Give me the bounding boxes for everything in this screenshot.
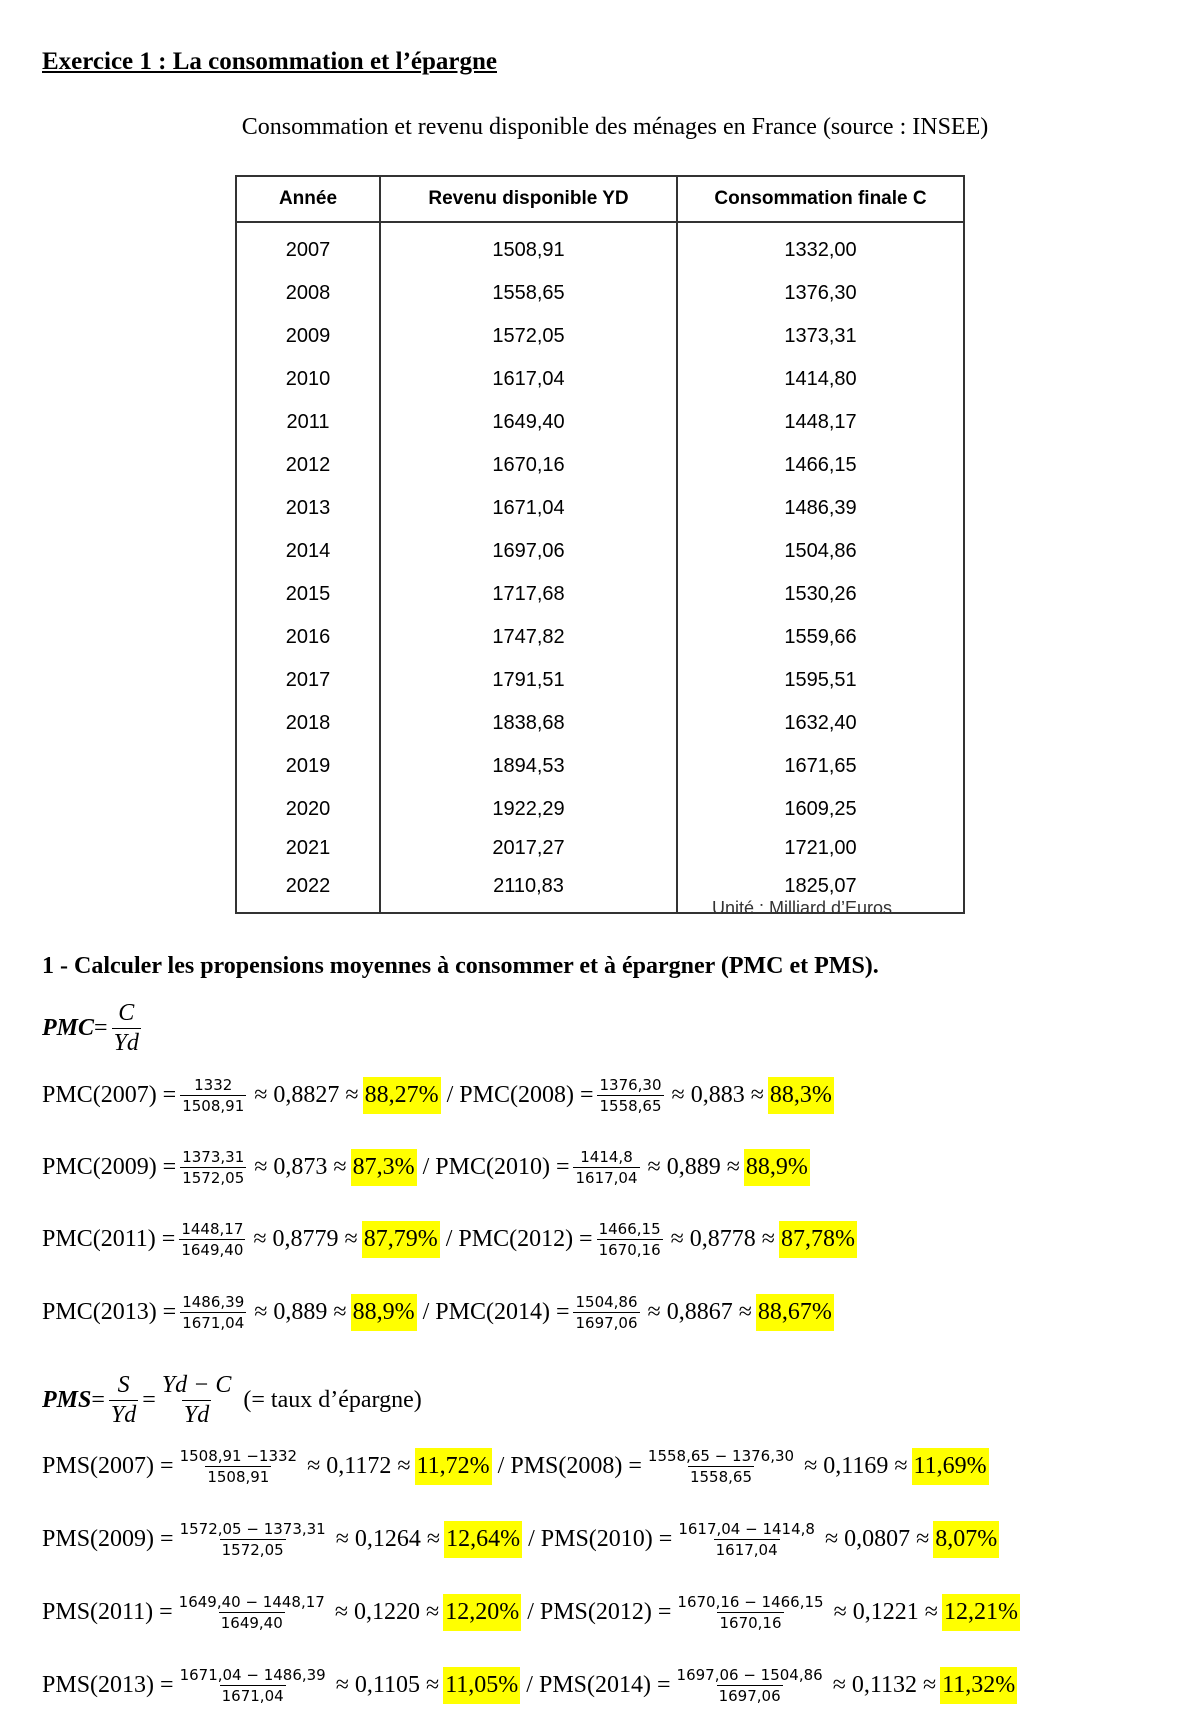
fraction-numerator: 1670,16 − 1466,15 — [677, 1593, 824, 1611]
equation-name: PMS(2011) = — [42, 1599, 173, 1625]
cell-income: 1791,51 — [380, 659, 677, 702]
fraction-denominator: 1558,65 — [689, 1468, 752, 1486]
approximation: ≈ 0,1220 ≈ — [334, 1599, 440, 1625]
separator: / — [497, 1453, 505, 1479]
table-header-row — [236, 176, 964, 222]
approximation: ≈ 0,8779 ≈ — [253, 1226, 358, 1252]
equals-sign: = — [94, 1015, 108, 1041]
table-row — [236, 702, 964, 745]
approximation: ≈ 0,8867 ≈ — [647, 1299, 752, 1325]
highlighted-result: 87,79% — [362, 1221, 440, 1258]
cell-year: 2010 — [285, 368, 331, 390]
cell-year: 2008 — [285, 282, 331, 304]
header-income: Revenu disponible YD — [380, 176, 677, 222]
equation-fraction — [177, 1593, 327, 1632]
approximation: ≈ 0,1169 ≈ — [804, 1453, 908, 1479]
fraction-denominator: 1572,05 — [221, 1541, 284, 1559]
equation-name: PMC(2014) = — [435, 1299, 570, 1325]
cell-income: 1717,68 — [380, 573, 677, 616]
header-year: Année — [236, 176, 380, 222]
cell-year: 2019 — [285, 755, 331, 777]
fraction-denominator: 1670,16 — [719, 1614, 782, 1632]
table-row — [236, 573, 964, 616]
cell-consumption: 1825,07 — [677, 866, 964, 913]
cell-consumption: 1373,31 — [677, 315, 964, 358]
separator: / — [527, 1599, 534, 1625]
equation-name: PMS(2010) = — [540, 1526, 673, 1552]
equation-fraction — [675, 1666, 825, 1705]
separator: / — [422, 1299, 430, 1325]
fraction-numerator: 1332 — [194, 1076, 233, 1094]
exercise-title: Exercice 1 : La consommation et l’épargne — [42, 48, 497, 75]
cell-year: 2018 — [285, 712, 331, 734]
cell-year: 2021 — [285, 837, 331, 859]
fraction-denominator: 1508,91 — [182, 1097, 245, 1115]
pms-formula — [42, 1372, 422, 1429]
fraction-numerator: 1671,04 − 1486,39 — [179, 1666, 326, 1684]
equation-fraction — [676, 1520, 817, 1559]
cell-income: 1572,05 — [380, 315, 677, 358]
equation-name: PMS(2008) = — [510, 1453, 642, 1479]
fraction-denominator: 1558,65 — [599, 1097, 662, 1115]
equation-fraction — [597, 1220, 663, 1259]
pms-label: PMS — [42, 1387, 92, 1413]
fraction-denominator: Yd — [113, 1030, 139, 1056]
highlighted-result: 88,67% — [756, 1294, 834, 1331]
cell-year: 2011 — [286, 411, 330, 433]
equation-fraction — [573, 1293, 639, 1332]
highlighted-result: 8,07% — [933, 1521, 999, 1558]
highlighted-result: 87,3% — [351, 1149, 417, 1186]
separator: / — [422, 1154, 430, 1180]
header-consumption: Consommation finale C — [677, 176, 964, 222]
fraction-numerator: 1466,15 — [598, 1220, 661, 1238]
equation-name: PMS(2009) = — [42, 1526, 174, 1552]
equation-name: PMC(2011) = — [42, 1226, 176, 1252]
equation-fraction — [180, 1293, 246, 1332]
cell-income: 1558,65 — [380, 272, 677, 315]
approximation: ≈ 0,1105 ≈ — [335, 1672, 440, 1698]
fraction-numerator: 1376,30 — [599, 1076, 662, 1094]
highlighted-result: 88,9% — [744, 1149, 810, 1186]
fraction-numerator: 1508,91 −1332 — [179, 1447, 298, 1465]
equation-fraction — [178, 1520, 328, 1559]
equation-name: PMC(2009) = — [42, 1154, 177, 1180]
highlighted-result: 12,21% — [942, 1594, 1020, 1631]
equals-sign: = — [142, 1387, 156, 1413]
equation-name: PMS(2014) = — [538, 1672, 671, 1698]
fraction-numerator: 1448,17 — [181, 1220, 244, 1238]
highlighted-result: 88,27% — [363, 1077, 441, 1114]
table-row — [236, 831, 964, 866]
highlighted-result: 11,69% — [912, 1448, 989, 1485]
pmc-fraction — [112, 1000, 141, 1057]
fraction-denominator: 1671,04 — [182, 1314, 245, 1332]
table-row — [236, 616, 964, 659]
cell-consumption: 1332,00 — [677, 222, 964, 272]
table-row — [236, 444, 964, 487]
pmc-formula — [42, 1000, 145, 1057]
table-row — [236, 788, 964, 831]
cell-income: 1747,82 — [380, 616, 677, 659]
fraction-denominator: 1671,04 — [221, 1687, 284, 1705]
fraction-denominator: 1670,16 — [598, 1241, 661, 1259]
fraction-numerator: 1414,8 — [580, 1148, 633, 1166]
approximation: ≈ 0,1172 ≈ — [307, 1453, 411, 1479]
cell-year: 2013 — [285, 497, 331, 519]
cell-consumption: 1721,00 — [677, 831, 964, 866]
highlighted-result: 88,9% — [351, 1294, 417, 1331]
cell-income: 1838,68 — [380, 702, 677, 745]
approximation: ≈ 0,1221 ≈ — [833, 1599, 938, 1625]
approximation: ≈ 0,8827 ≈ — [254, 1082, 359, 1108]
table-body — [236, 222, 964, 913]
table-caption: Consommation et revenu disponible des ménages en France (source : INSEE) — [241, 114, 989, 140]
equation-fraction — [597, 1076, 663, 1115]
cell-year: 2016 — [285, 626, 331, 648]
cell-income: 2110,83 — [380, 866, 677, 913]
table-row — [236, 659, 964, 702]
cell-consumption: 1671,65 — [677, 745, 964, 788]
equation-name: PMS(2013) = — [42, 1672, 174, 1698]
fraction-denominator: 1617,04 — [715, 1541, 778, 1559]
table-row — [236, 745, 964, 788]
cell-consumption: 1414,80 — [677, 358, 964, 401]
equation-fraction — [179, 1220, 245, 1259]
fraction-numerator: S — [117, 1372, 130, 1398]
fraction-numerator: C — [118, 1000, 135, 1026]
separator: / — [446, 1082, 454, 1108]
fraction-numerator: 1373,31 — [182, 1148, 245, 1166]
fraction-denominator: 1649,40 — [181, 1241, 244, 1259]
fraction-denominator: Yd — [183, 1402, 210, 1428]
fraction-numerator: 1558,65 − 1376,30 — [647, 1447, 795, 1465]
savings-rate-note: (= taux d’épargne) — [243, 1387, 422, 1413]
fraction-denominator: 1617,04 — [575, 1169, 638, 1187]
fraction-denominator: 1572,05 — [182, 1169, 245, 1187]
cell-consumption: 1486,39 — [677, 487, 964, 530]
separator: / — [528, 1526, 535, 1552]
pmc-line — [42, 1076, 834, 1115]
cell-consumption: 1448,17 — [677, 401, 964, 444]
table-row — [236, 530, 964, 573]
equation-fraction — [180, 1148, 246, 1187]
cell-income: 1649,40 — [380, 401, 677, 444]
equation-fraction — [178, 1666, 328, 1705]
fraction-denominator: 1649,40 — [220, 1614, 283, 1632]
table-row — [236, 358, 964, 401]
pms-line — [42, 1666, 1017, 1705]
approximation: ≈ 0,889 ≈ — [254, 1299, 347, 1325]
table-row — [236, 315, 964, 358]
table-row — [236, 222, 964, 272]
unit-note: Unité : Milliard d’Euros — [712, 898, 893, 918]
equation-fraction — [180, 1076, 246, 1115]
equals-sign: = — [91, 1387, 105, 1413]
approximation: ≈ 0,1264 ≈ — [335, 1526, 441, 1552]
equation-name: PMC(2010) = — [435, 1154, 570, 1180]
highlighted-result: 12,20% — [443, 1594, 521, 1631]
equation-name: PMS(2007) = — [42, 1453, 174, 1479]
pms-line — [42, 1593, 1020, 1632]
approximation: ≈ 0,873 ≈ — [254, 1154, 347, 1180]
cell-income: 1508,91 — [380, 222, 677, 272]
cell-income: 2017,27 — [380, 831, 677, 866]
fraction-denominator: 1508,91 — [207, 1468, 270, 1486]
equation-name: PMC(2008) = — [459, 1082, 594, 1108]
highlighted-result: 12,64% — [444, 1521, 522, 1558]
cell-year: 2020 — [285, 798, 331, 820]
pms-fraction-s — [109, 1372, 138, 1429]
cell-year: 2015 — [285, 583, 331, 605]
approximation: ≈ 0,889 ≈ — [647, 1154, 740, 1180]
cell-income: 1670,16 — [380, 444, 677, 487]
pmc-line — [42, 1148, 810, 1187]
cell-year: 2014 — [285, 540, 331, 562]
separator: / — [445, 1226, 453, 1252]
highlighted-result: 87,78% — [779, 1221, 857, 1258]
table-row — [236, 272, 964, 315]
cell-income: 1922,29 — [380, 788, 677, 831]
equation-fraction — [646, 1447, 796, 1486]
pmc-line — [42, 1293, 834, 1332]
cell-income: 1697,06 — [380, 530, 677, 573]
equation-fraction — [178, 1447, 300, 1486]
cell-consumption: 1530,26 — [677, 573, 964, 616]
consumption-income-table — [235, 175, 965, 914]
equation-name: PMC(2013) = — [42, 1299, 177, 1325]
equation-fraction — [675, 1593, 825, 1632]
cell-consumption: 1504,86 — [677, 530, 964, 573]
pms-fraction-yd — [160, 1372, 234, 1429]
pmc-line — [42, 1220, 857, 1259]
pmc-label: PMC — [42, 1015, 95, 1041]
cell-year: 2022 — [285, 874, 331, 897]
question-1: 1 - Calculer les propensions moyennes à consommer et à épargner (PMC et PMS). — [42, 953, 879, 979]
fraction-numerator: 1697,06 − 1504,86 — [676, 1666, 823, 1684]
approximation: ≈ 0,0807 ≈ — [824, 1526, 930, 1552]
table-row — [236, 401, 964, 444]
cell-income: 1671,04 — [380, 487, 677, 530]
table-row — [236, 487, 964, 530]
highlighted-result: 11,05% — [443, 1667, 520, 1704]
equation-name: PMS(2012) = — [539, 1599, 672, 1625]
fraction-numerator: 1486,39 — [182, 1293, 245, 1311]
equation-name: PMC(2007) = — [42, 1082, 177, 1108]
fraction-numerator: 1572,05 − 1373,31 — [179, 1520, 326, 1538]
pms-line — [42, 1447, 989, 1486]
cell-consumption: 1595,51 — [677, 659, 964, 702]
pms-line — [42, 1520, 999, 1559]
cell-year: 2007 — [285, 239, 331, 261]
fraction-denominator: Yd — [110, 1402, 137, 1428]
cell-consumption: 1559,66 — [677, 616, 964, 659]
cell-consumption: 1632,40 — [677, 702, 964, 745]
equation-name: PMC(2012) = — [458, 1226, 593, 1252]
fraction-numerator: Yd − C — [161, 1372, 232, 1398]
cell-year: 2012 — [285, 454, 331, 476]
separator: / — [526, 1672, 533, 1698]
cell-income: 1617,04 — [380, 358, 677, 401]
approximation: ≈ 0,883 ≈ — [671, 1082, 764, 1108]
approximation: ≈ 0,8778 ≈ — [670, 1226, 775, 1252]
highlighted-result: 11,32% — [940, 1667, 1017, 1704]
cell-year: 2017 — [285, 669, 331, 691]
cell-income: 1894,53 — [380, 745, 677, 788]
fraction-denominator: 1697,06 — [575, 1314, 638, 1332]
highlighted-result: 11,72% — [415, 1448, 492, 1485]
cell-consumption: 1376,30 — [677, 272, 964, 315]
approximation: ≈ 0,1132 ≈ — [832, 1672, 937, 1698]
highlighted-result: 88,3% — [768, 1077, 834, 1114]
fraction-denominator: 1697,06 — [718, 1687, 781, 1705]
cell-consumption: 1609,25 — [677, 788, 964, 831]
cell-consumption: 1466,15 — [677, 444, 964, 487]
fraction-numerator: 1617,04 − 1414,8 — [678, 1520, 815, 1538]
fraction-numerator: 1504,86 — [575, 1293, 638, 1311]
equation-fraction — [573, 1148, 639, 1187]
cell-year: 2009 — [285, 325, 331, 347]
fraction-numerator: 1649,40 − 1448,17 — [178, 1593, 325, 1611]
